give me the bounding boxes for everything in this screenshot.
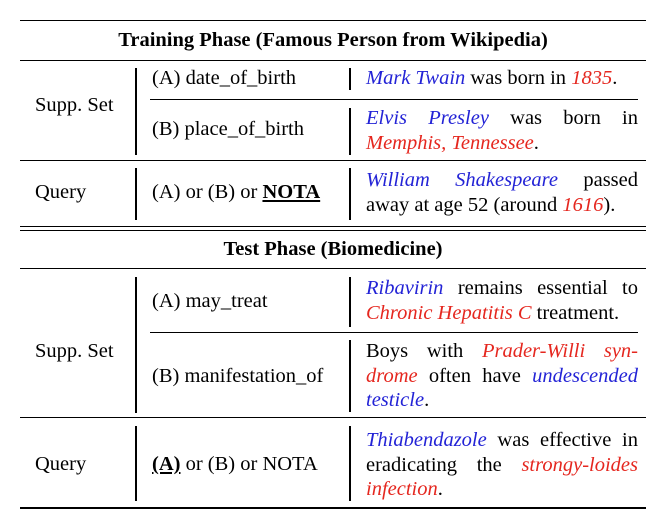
head-entity: William Shakespeare — [366, 169, 558, 191]
col-rule — [135, 277, 137, 413]
test-supp-divider — [150, 332, 638, 333]
col-rule — [349, 108, 351, 155]
col-rule — [349, 68, 351, 90]
example-b — [366, 339, 638, 413]
relation-a: (A) may_treat — [152, 290, 268, 312]
example-text: . — [612, 67, 618, 89]
relation-b: (B) place_of_birth — [152, 118, 304, 140]
tail-entity: Prader-Willi syn-drome — [366, 340, 638, 387]
query-options — [152, 452, 318, 477]
supp-set-label: Supp. Set — [35, 94, 114, 116]
supp-set-label: Supp. Set — [35, 340, 114, 362]
correct-answer: NOTA — [262, 181, 321, 203]
head-entity: Elvis Presley — [366, 107, 489, 129]
relation-a: (A) date_of_birth — [152, 67, 297, 89]
head-entity: Thiabendazole — [366, 429, 487, 451]
example-text: . — [437, 478, 443, 500]
example-query — [366, 168, 638, 217]
test-supp-query-rule — [20, 417, 646, 418]
example-text: passed away at age 52 (around — [366, 169, 638, 216]
example-text: remains essential to — [443, 277, 638, 299]
example-text: was born in — [488, 107, 638, 129]
example-text: ). — [603, 193, 616, 216]
col-rule — [349, 168, 351, 220]
col-rule — [349, 426, 351, 501]
example-a — [366, 66, 638, 91]
head-entity: Mark Twain — [366, 67, 466, 89]
example-text: Boys with — [366, 340, 482, 362]
example-query — [366, 428, 638, 502]
col-rule — [349, 340, 351, 412]
correct-answer: (A) — [152, 453, 181, 475]
example-text: . — [533, 131, 539, 154]
example-text: . — [424, 389, 430, 411]
bottom-rule — [20, 507, 646, 509]
tail-entity: strongy-loides infection — [366, 453, 638, 500]
relation-b: (B) manifestation_of — [152, 365, 324, 387]
example-a — [366, 276, 638, 325]
col-rule — [135, 426, 137, 501]
tail-entity: Chronic Hepatitis C — [366, 301, 532, 324]
top-rule — [20, 20, 646, 21]
query-options — [152, 180, 320, 205]
example-text: often have — [417, 364, 533, 387]
col-rule — [135, 68, 137, 155]
query-label: Query — [35, 181, 87, 203]
tail-entity: 1616 — [562, 193, 604, 216]
tail-entity: Memphis, Tennessee — [366, 131, 534, 154]
training-phase-title: Training Phase (Famous Person from Wikipedia) — [118, 29, 548, 51]
head-entity: Ribavirin — [366, 277, 444, 299]
query-option-text: or (B) or NOTA — [180, 453, 318, 475]
col-rule — [349, 277, 351, 327]
example-b — [366, 106, 638, 155]
test-phase-title: Test Phase (Biomedicine) — [223, 238, 443, 260]
phase-rule-1 — [20, 226, 646, 227]
query-option-text: (A) or (B) or — [152, 181, 263, 203]
col-rule — [135, 168, 137, 220]
example-text: was effective in eradicating the — [366, 429, 638, 476]
supp-query-rule — [20, 160, 646, 161]
tail-entity: 1835 — [571, 67, 613, 89]
header-rule — [20, 60, 646, 61]
test-header-rule — [20, 268, 646, 269]
example-text: was born in — [465, 67, 572, 89]
supp-divider — [150, 99, 638, 100]
query-label: Query — [35, 453, 87, 475]
example-text: treatment. — [531, 301, 620, 324]
phase-rule-2 — [20, 230, 646, 231]
head-entity: undescended testicle — [366, 364, 638, 411]
